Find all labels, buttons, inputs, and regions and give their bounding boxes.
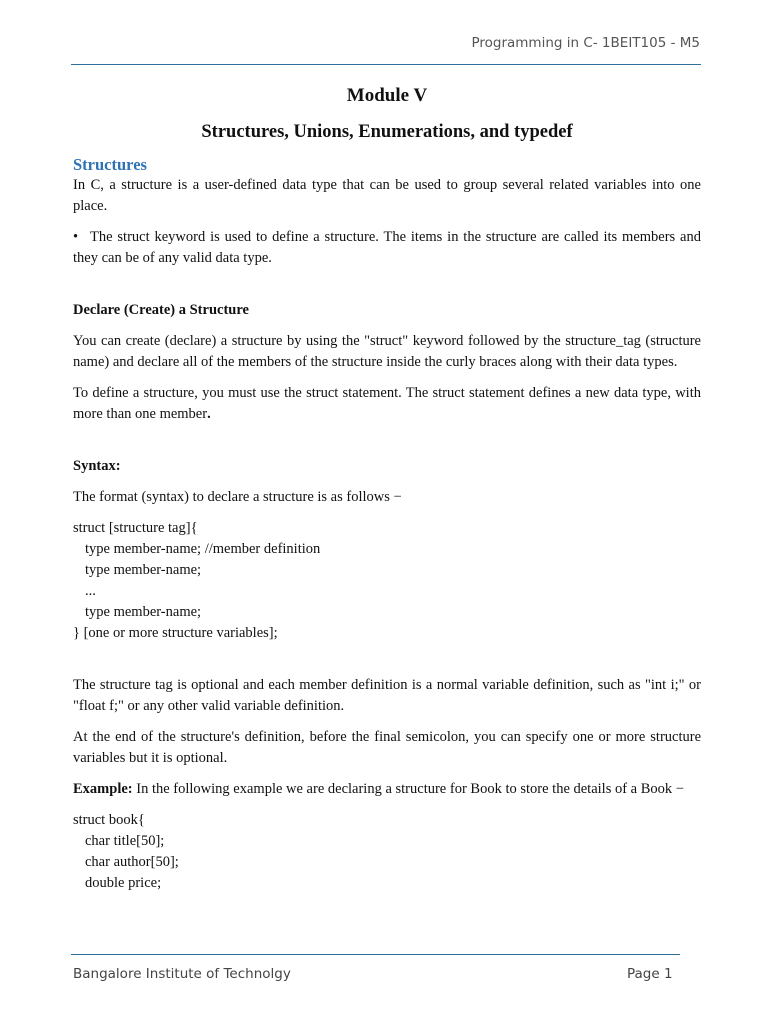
page-header: Programming in C- 1BEIT105 - M5 — [471, 35, 700, 51]
syntax-heading: Syntax: — [73, 458, 121, 474]
bullet-text: The struct keyword is used to define a structure. The items in the structure are called its members and they can be of any valid data type. — [73, 229, 701, 266]
code-line: ... — [85, 583, 96, 599]
declare-paragraph-2 — [73, 383, 701, 425]
syntax-intro: The format (syntax) to declare a structure is as follows − — [73, 489, 402, 505]
footer-divider — [71, 954, 680, 955]
section-heading-structures: Structures — [73, 155, 147, 174]
code-line: } [one or more structure variables]; — [73, 625, 278, 641]
syntax-paragraph-2: At the end of the structure's definition, before the final semicolon, you can specify one or more structure variables but it is optional. — [73, 729, 701, 766]
example-paragraph — [73, 779, 701, 800]
example-label: Example: — [73, 781, 133, 797]
code-line: double price; — [85, 875, 162, 891]
code-line: char title[50]; — [85, 833, 165, 849]
syntax-paragraph-1: The structure tag is optional and each member definition is a normal variable definition, such as "int i;" or "float f;" or any other valid variable definition. — [73, 677, 701, 714]
page-number: Page 1 — [627, 966, 673, 982]
declare-heading: Declare (Create) a Structure — [73, 302, 249, 318]
code-line: struct book{ — [73, 812, 145, 828]
code-line: type member-name; — [85, 604, 202, 620]
code-line: char author[50]; — [85, 854, 179, 870]
example-text: In the following example we are declaring a structure for Book to store the details of a Book − — [132, 781, 684, 797]
module-title: Module V — [346, 85, 428, 106]
declare-paragraph-2-end: . — [207, 406, 211, 422]
chapter-title: Structures, Unions, Enumerations, and typedef — [201, 122, 573, 142]
example-code-block — [73, 810, 701, 894]
code-line: type member-name; //member definition — [85, 541, 321, 557]
syntax-code-block — [73, 518, 701, 644]
intro-paragraph: In C, a structure is a user-defined data type that can be used to group several related variables into one place. — [73, 177, 701, 214]
code-line: struct [structure tag]{ — [73, 520, 198, 536]
declare-paragraph-2-text: To define a structure, you must use the struct statement. The struct statement defines a new data type, with more than one member — [73, 385, 701, 422]
footer-institute: Bangalore Institute of Technolgy — [73, 966, 291, 982]
header-divider — [71, 64, 701, 65]
declare-paragraph-1: You can create (declare) a structure by using the "struct" keyword followed by the structure_tag (structure name) and declare all of the members of the structure inside the curly braces along with their data types. — [73, 333, 701, 370]
page-content — [73, 84, 701, 904]
bullet-item — [73, 227, 701, 269]
code-line: type member-name; — [85, 562, 202, 578]
